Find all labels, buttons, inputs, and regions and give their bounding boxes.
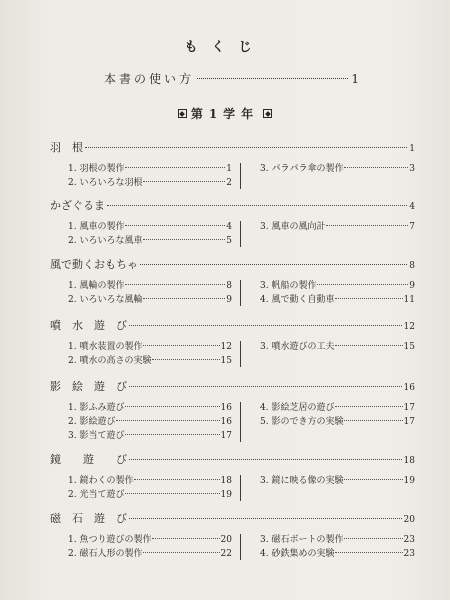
leader-dots xyxy=(129,325,402,326)
items-column-right xyxy=(260,339,415,353)
items-column-right xyxy=(260,278,415,306)
leader-dots xyxy=(125,434,219,435)
item-label: 1. 風車の製作 xyxy=(68,222,125,232)
toc-item xyxy=(260,400,415,414)
diamond-icon xyxy=(263,109,272,118)
item-label: 3. 磁石ボートの製作 xyxy=(260,535,344,545)
toc-item xyxy=(68,292,232,306)
leader-dots xyxy=(344,167,408,168)
item-page: 18 xyxy=(220,476,232,486)
leader-dots xyxy=(143,181,225,182)
section-title: かざぐるま xyxy=(50,199,105,212)
column-divider xyxy=(240,221,241,247)
item-page: 20 xyxy=(220,535,232,545)
section-title: 磁 石 遊 び xyxy=(50,512,127,525)
leader-dots xyxy=(116,420,219,421)
leader-dots xyxy=(344,538,402,539)
section-page: 18 xyxy=(403,456,415,466)
toc-item xyxy=(260,473,415,487)
leader-dots xyxy=(143,552,219,553)
toc-item xyxy=(68,414,232,428)
item-page: 5 xyxy=(226,236,232,246)
item-page: 19 xyxy=(403,476,415,486)
section-items xyxy=(50,400,415,442)
section-items xyxy=(50,161,415,189)
leader-dots xyxy=(335,406,402,407)
section-heading xyxy=(50,451,415,467)
leader-dots xyxy=(317,284,408,285)
leader-dots xyxy=(129,459,402,460)
usage-entry xyxy=(104,70,359,87)
toc-title: もくじ xyxy=(184,40,266,55)
item-label: 3. 噴水遊びの工夫 xyxy=(260,342,335,352)
item-label: 3. パラパラ傘の製作 xyxy=(260,164,344,174)
leader-dots xyxy=(152,538,219,539)
item-page: 17 xyxy=(403,417,415,427)
item-page: 3 xyxy=(409,164,415,174)
leader-dots xyxy=(125,493,219,494)
item-page: 17 xyxy=(220,431,232,441)
toc-item xyxy=(68,487,232,501)
item-label: 1. 噴水装置の製作 xyxy=(68,342,143,352)
section-title: 影 絵 遊 び xyxy=(50,380,127,393)
item-page: 23 xyxy=(403,535,415,545)
leader-dots xyxy=(140,264,407,265)
toc-section xyxy=(50,451,415,501)
column-divider xyxy=(240,341,241,367)
toc-item xyxy=(260,532,415,546)
toc-item xyxy=(260,219,415,233)
section-title: 羽 根 xyxy=(50,141,83,154)
item-label: 4. 砂鉄集めの実験 xyxy=(260,549,335,559)
item-page: 15 xyxy=(403,342,415,352)
item-page: 4 xyxy=(226,222,232,232)
section-heading xyxy=(50,317,415,333)
items-column-left xyxy=(68,473,232,501)
section-items xyxy=(50,473,415,501)
toc-section xyxy=(50,510,415,560)
section-heading xyxy=(50,139,415,155)
leader-dots xyxy=(335,298,402,299)
item-page: 16 xyxy=(220,417,232,427)
section-heading xyxy=(50,197,415,213)
items-column-left xyxy=(68,278,232,306)
leader-dots xyxy=(335,345,402,346)
item-page: 19 xyxy=(220,490,232,500)
section-page: 4 xyxy=(409,202,415,212)
column-divider xyxy=(240,402,241,442)
leader-dots xyxy=(344,420,402,421)
item-label: 1. 影ふみ遊び xyxy=(68,403,125,413)
toc-item xyxy=(68,219,232,233)
usage-page: 1 xyxy=(351,72,359,86)
section-items xyxy=(50,219,415,247)
item-label: 3. 影当て遊び xyxy=(68,431,125,441)
toc-item xyxy=(260,339,415,353)
item-page: 17 xyxy=(403,403,415,413)
toc-section xyxy=(50,317,415,367)
item-label: 1. 羽根の製作 xyxy=(68,164,125,174)
section-page: 8 xyxy=(409,261,415,271)
leader-dots xyxy=(107,205,407,206)
toc-section xyxy=(50,378,415,442)
leader-dots xyxy=(85,147,407,148)
item-page: 2 xyxy=(226,178,232,188)
column-divider xyxy=(240,163,241,189)
toc-section xyxy=(50,197,415,247)
leader-dots xyxy=(125,167,225,168)
items-column-left xyxy=(68,161,232,189)
item-label: 1. 鏡わくの製作 xyxy=(68,476,134,486)
items-column-left xyxy=(68,532,232,560)
item-page: 12 xyxy=(220,342,232,352)
item-page: 15 xyxy=(220,356,232,366)
leader-dots xyxy=(125,406,219,407)
toc-item xyxy=(260,414,415,428)
leader-dots xyxy=(143,298,225,299)
section-items xyxy=(50,532,415,560)
column-divider xyxy=(240,280,241,306)
leader-dots xyxy=(134,479,219,480)
item-label: 3. 鏡に映る像の実験 xyxy=(260,476,344,486)
section-page: 1 xyxy=(409,144,415,154)
leader-dots xyxy=(152,359,219,360)
item-label: 4. 風で動く自動車 xyxy=(260,295,335,305)
item-label: 3. 風車の風向計 xyxy=(260,222,326,232)
items-column-right xyxy=(260,532,415,560)
toc-item xyxy=(68,428,232,442)
section-title: 鏡 遊 び xyxy=(50,453,127,466)
grade-heading-text: 第1学年 xyxy=(190,107,260,121)
items-column-right xyxy=(260,400,415,428)
item-page: 1 xyxy=(226,164,232,174)
item-label: 4. 影絵芝居の遊び xyxy=(260,403,335,413)
toc-item xyxy=(68,353,232,367)
toc-item xyxy=(260,546,415,560)
items-column-right xyxy=(260,473,415,487)
toc-item xyxy=(68,546,232,560)
items-column-left xyxy=(68,339,232,367)
item-label: 3. 帆船の製作 xyxy=(260,281,317,291)
item-page: 9 xyxy=(226,295,232,305)
section-items xyxy=(50,339,415,367)
toc-item xyxy=(260,278,415,292)
section-title: 噴 水 遊 び xyxy=(50,319,127,332)
item-label: 2. 影絵遊び xyxy=(68,417,116,427)
item-page: 23 xyxy=(403,549,415,559)
item-page: 16 xyxy=(220,403,232,413)
items-column-left xyxy=(68,400,232,442)
item-label: 2. いろいろな風輪 xyxy=(68,295,143,305)
item-page: 9 xyxy=(409,281,415,291)
item-label: 2. いろいろな風車 xyxy=(68,236,143,246)
toc-item xyxy=(260,292,415,306)
column-divider xyxy=(240,475,241,501)
items-column-right xyxy=(260,219,415,233)
item-label: 5. 影のでき方の実験 xyxy=(260,417,344,427)
grade-heading xyxy=(0,105,450,122)
leader-dots xyxy=(143,345,219,346)
leader-dots xyxy=(129,518,402,519)
item-label: 2. 光当て遊び xyxy=(68,490,125,500)
section-items xyxy=(50,278,415,306)
leader-dots xyxy=(344,479,402,480)
leader-dots xyxy=(326,225,408,226)
leader-dots xyxy=(125,284,225,285)
section-heading xyxy=(50,378,415,394)
toc-item xyxy=(68,400,232,414)
section-page: 16 xyxy=(403,383,415,393)
leader-dots xyxy=(197,77,348,79)
item-page: 22 xyxy=(220,549,232,559)
toc-section xyxy=(50,139,415,189)
item-label: 2. 噴水の高さの実験 xyxy=(68,356,152,366)
toc-section xyxy=(50,256,415,306)
toc-item xyxy=(68,278,232,292)
leader-dots xyxy=(129,386,402,387)
section-page: 20 xyxy=(403,515,415,525)
item-label: 1. 風輪の製作 xyxy=(68,281,125,291)
toc-item xyxy=(68,532,232,546)
diamond-icon xyxy=(178,109,187,118)
item-page: 7 xyxy=(409,222,415,232)
section-page: 12 xyxy=(403,322,415,332)
column-divider xyxy=(240,534,241,560)
leader-dots xyxy=(335,552,402,553)
section-heading xyxy=(50,510,415,526)
leader-dots xyxy=(125,225,225,226)
items-column-right xyxy=(260,161,415,175)
section-title: 風で動くおもちゃ xyxy=(50,258,138,271)
toc-item xyxy=(260,161,415,175)
item-page: 11 xyxy=(403,295,415,305)
toc-item xyxy=(68,175,232,189)
items-column-left xyxy=(68,219,232,247)
toc-item xyxy=(68,339,232,353)
item-label: 2. 磁石人形の製作 xyxy=(68,549,143,559)
leader-dots xyxy=(143,239,225,240)
usage-label: 本書の使い方 xyxy=(104,72,195,86)
toc-item xyxy=(68,233,232,247)
item-label: 2. いろいろな羽根 xyxy=(68,178,143,188)
section-heading xyxy=(50,256,415,272)
toc-item xyxy=(68,161,232,175)
item-label: 1. 魚つり遊びの製作 xyxy=(68,535,152,545)
item-page: 8 xyxy=(226,281,232,291)
toc-item xyxy=(68,473,232,487)
